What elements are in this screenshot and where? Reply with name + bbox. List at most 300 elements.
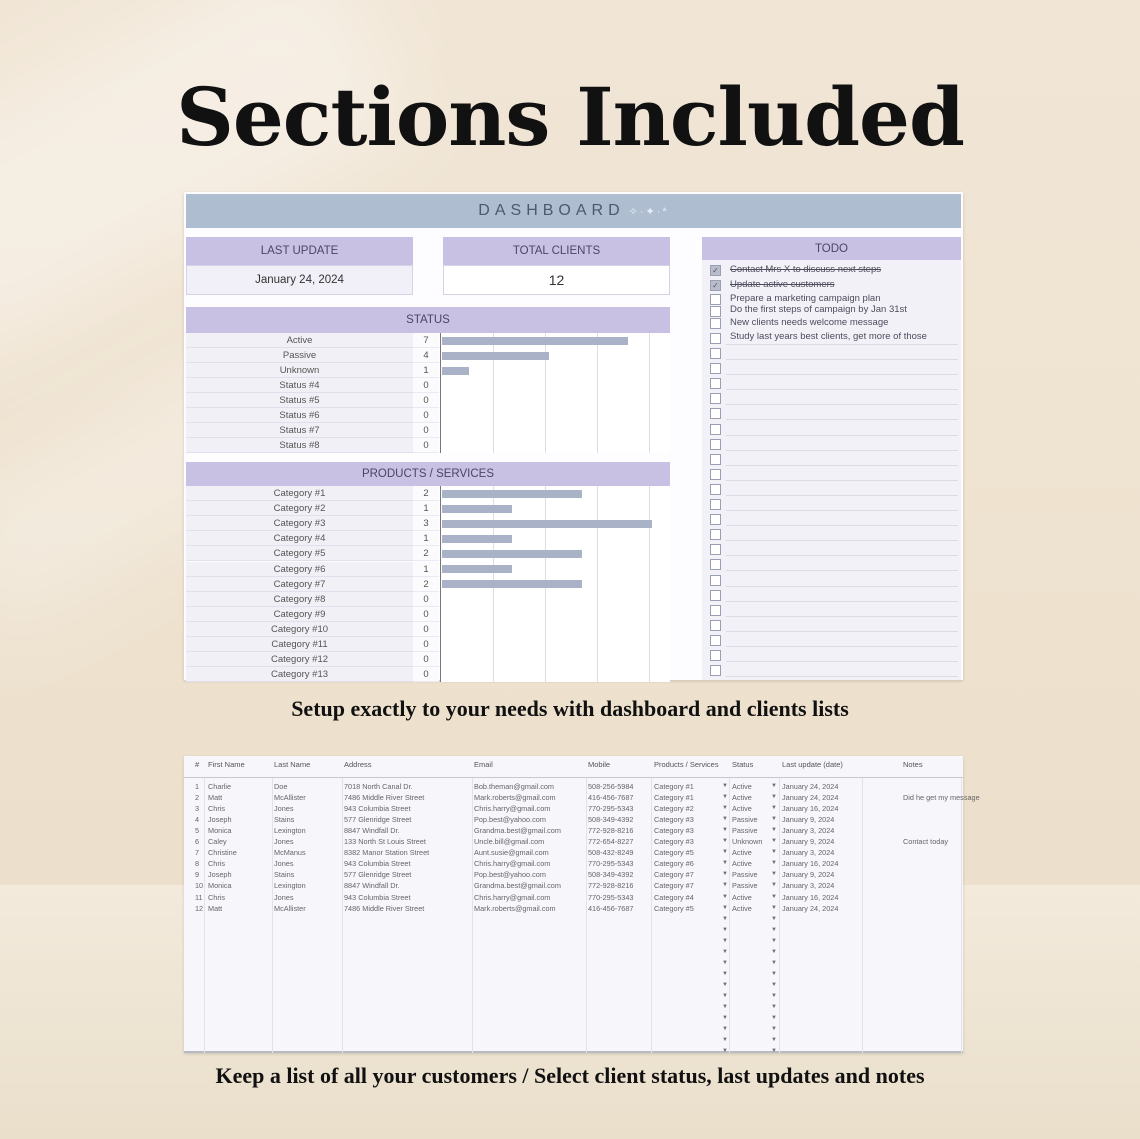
- todo-text: Do the first steps of campaign by Jan 31st: [730, 304, 907, 315]
- todo-item[interactable]: [702, 316, 961, 331]
- product-count: 0: [413, 622, 439, 637]
- column-divider: [342, 778, 343, 1053]
- product-row: [186, 486, 440, 501]
- dropdown-arrow-icon[interactable]: ▼: [722, 1004, 728, 1010]
- todo-text: Study last years best clients, get more of those: [730, 331, 927, 342]
- status-header: STATUS: [186, 307, 670, 333]
- dropdown-arrow-icon[interactable]: ▼: [771, 882, 777, 889]
- product-count: 2: [413, 577, 439, 592]
- table-cell[interactable]: January 24, 2024: [782, 782, 839, 791]
- table-cell[interactable]: January 16, 2024: [782, 804, 839, 814]
- product-row: [186, 531, 440, 546]
- table-cell: Chris.harry@gmail.com: [474, 804, 551, 814]
- table-cell: McAllister: [274, 903, 306, 913]
- table-cell: Uncle.bill@gmail.com: [474, 837, 545, 847]
- column-divider: [204, 778, 205, 1053]
- column-header[interactable]: First Name: [208, 760, 245, 769]
- table-cell: Jones: [274, 804, 294, 814]
- table-cell[interactable]: Category #4: [654, 892, 694, 902]
- dropdown-arrow-icon[interactable]: ▼: [722, 871, 728, 878]
- product-count: 2: [413, 486, 439, 501]
- todo-rule: [726, 465, 958, 466]
- checkbox[interactable]: [710, 635, 721, 646]
- todo-rule: [726, 480, 958, 481]
- status-name: Status #6: [186, 408, 413, 423]
- product-row: [186, 607, 440, 622]
- checkbox[interactable]: [710, 605, 721, 616]
- table-cell[interactable]: Category #5: [654, 903, 694, 913]
- table-cell[interactable]: Active: [732, 848, 752, 858]
- table-cell[interactable]: Category #5: [654, 848, 694, 858]
- status-name: Status #7: [186, 423, 413, 438]
- table-cell[interactable]: Active: [732, 892, 752, 902]
- table-cell: 9: [195, 870, 200, 880]
- checkbox[interactable]: [710, 620, 721, 631]
- status-count: 7: [413, 333, 439, 348]
- column-divider: [586, 778, 587, 1053]
- table-cell: 7: [195, 848, 200, 858]
- products-table: [186, 486, 670, 682]
- dropdown-arrow-icon[interactable]: ▼: [771, 904, 777, 911]
- gridline: [597, 333, 598, 453]
- table-cell: 8: [195, 859, 200, 869]
- todo-rule: [726, 631, 958, 632]
- table-cell[interactable]: Contact today: [903, 837, 949, 847]
- table-cell: Stains: [274, 815, 295, 825]
- table-cell[interactable]: Category #1: [654, 793, 694, 803]
- table-cell: Joseph: [208, 815, 232, 825]
- table-cell: Lexington: [274, 881, 306, 891]
- product-count: 0: [413, 667, 439, 682]
- todo-item[interactable]: [702, 278, 961, 293]
- table-cell: 1: [195, 782, 200, 791]
- column-header[interactable]: Products / Services: [654, 760, 719, 769]
- dropdown-arrow-icon[interactable]: ▼: [722, 816, 728, 823]
- dropdown-arrow-icon[interactable]: ▼: [771, 948, 777, 955]
- dropdown-arrow-icon[interactable]: ▼: [722, 926, 728, 933]
- table-cell[interactable]: Active: [732, 793, 752, 803]
- table-cell[interactable]: Category #3: [654, 837, 694, 847]
- todo-rule: [726, 510, 958, 511]
- status-row: [186, 348, 440, 363]
- checkbox[interactable]: ✓: [710, 280, 721, 291]
- todo-text: Prepare a marketing campaign plan: [730, 293, 881, 304]
- total-clients-value: 12: [443, 265, 670, 295]
- table-cell: 10: [195, 881, 204, 891]
- column-header[interactable]: #: [195, 760, 200, 769]
- product-count: 0: [413, 652, 439, 667]
- checkbox[interactable]: ✓: [710, 265, 721, 276]
- table-cell[interactable]: January 3, 2024: [782, 826, 835, 836]
- table-cell: 508-432-8249: [588, 848, 634, 858]
- dropdown-arrow-icon[interactable]: ▼: [722, 805, 728, 812]
- product-bar: [442, 520, 652, 528]
- status-bar: [442, 352, 549, 360]
- product-bar: [442, 490, 582, 498]
- dropdown-arrow-icon[interactable]: ▼: [722, 849, 728, 856]
- status-row: [186, 333, 440, 348]
- table-cell[interactable]: January 3, 2024: [782, 881, 835, 891]
- table-cell: 6: [195, 837, 200, 847]
- todo-rule: [726, 646, 958, 647]
- product-count: 3: [413, 516, 439, 531]
- column-divider: [472, 778, 473, 1053]
- product-name: Category #9: [186, 607, 413, 622]
- table-cell: Chris.harry@gmail.com: [474, 892, 551, 902]
- todo-rule: [726, 419, 958, 420]
- table-cell: 2: [195, 793, 200, 803]
- dashboard-banner: [186, 194, 961, 228]
- table-cell[interactable]: Passive: [732, 826, 758, 836]
- product-row: [186, 516, 440, 531]
- clients-table: [184, 756, 980, 1055]
- dropdown-arrow-icon[interactable]: ▼: [722, 783, 728, 789]
- checkbox[interactable]: [710, 559, 721, 570]
- dropdown-arrow-icon[interactable]: ▼: [722, 1026, 728, 1033]
- status-name: Status #4: [186, 378, 413, 393]
- product-row: [186, 577, 440, 592]
- status-bar: [442, 367, 469, 375]
- table-cell[interactable]: Active: [732, 782, 752, 791]
- dropdown-arrow-icon[interactable]: ▼: [722, 838, 728, 845]
- dropdown-arrow-icon[interactable]: ▼: [771, 937, 777, 944]
- column-divider: [961, 778, 962, 1053]
- checkbox[interactable]: [710, 469, 721, 480]
- dashboard-title: DASHBOARD: [478, 202, 625, 219]
- dashboard-caption: Setup exactly to your needs with dashboard and clients lists: [291, 696, 849, 721]
- todo-rule: [726, 601, 958, 602]
- checkbox[interactable]: [710, 378, 721, 389]
- product-count: 1: [413, 562, 439, 577]
- column-header[interactable]: Last Name: [274, 760, 311, 769]
- table-cell: McManus: [274, 848, 306, 858]
- status-bar-chart: [440, 333, 670, 453]
- table-cell[interactable]: Category #2: [654, 804, 694, 814]
- column-divider: [272, 778, 273, 1053]
- status-name: Unknown: [186, 363, 413, 378]
- status-name: Status #5: [186, 393, 413, 408]
- dropdown-arrow-icon[interactable]: ▼: [771, 959, 777, 966]
- dropdown-arrow-icon[interactable]: ▼: [771, 860, 777, 867]
- dropdown-arrow-icon[interactable]: ▼: [771, 816, 777, 823]
- dropdown-arrow-icon[interactable]: ▼: [722, 794, 728, 801]
- table-cell: 7486 Middle River Street: [344, 903, 425, 913]
- product-count: 1: [413, 531, 439, 546]
- product-count: 2: [413, 546, 439, 561]
- product-bar: [442, 565, 512, 573]
- table-cell[interactable]: Category #3: [654, 826, 694, 836]
- table-cell[interactable]: Category #7: [654, 870, 694, 880]
- checkbox[interactable]: [710, 544, 721, 555]
- table-cell: 416-456-7687: [588, 793, 634, 803]
- status-table: [186, 333, 670, 453]
- table-cell: Jones: [274, 837, 294, 847]
- gridline: [649, 486, 650, 682]
- table-cell: Pop.best@yahoo.com: [474, 870, 546, 880]
- dropdown-arrow-icon[interactable]: ▼: [722, 970, 728, 977]
- dropdown-arrow-icon[interactable]: ▼: [722, 981, 728, 988]
- column-header[interactable]: Notes: [903, 760, 923, 769]
- todo-rule: [726, 450, 958, 451]
- product-name: Category #5: [186, 546, 413, 561]
- dropdown-arrow-icon[interactable]: ▼: [722, 948, 728, 955]
- status-count: 0: [413, 408, 439, 423]
- table-cell[interactable]: Unknown: [732, 837, 763, 847]
- dashboard-screenshot: [184, 192, 963, 680]
- table-cell: 8847 Windfall Dr.: [344, 826, 400, 836]
- header-divider: [184, 777, 963, 778]
- table-cell: 7018 North Canal Dr.: [344, 782, 413, 791]
- checkbox[interactable]: [710, 318, 721, 329]
- dropdown-arrow-icon[interactable]: ▼: [722, 915, 728, 922]
- table-cell[interactable]: Category #1: [654, 782, 694, 791]
- table-cell[interactable]: Active: [732, 859, 752, 869]
- table-cell: 943 Columbia Street: [344, 804, 411, 814]
- table-cell: Grandma.best@gmail.com: [474, 881, 561, 891]
- status-row: [186, 408, 440, 423]
- dropdown-arrow-icon[interactable]: ▼: [771, 926, 777, 933]
- products-header: PRODUCTS / SERVICES: [186, 462, 670, 486]
- column-header[interactable]: Last update (date): [782, 760, 843, 769]
- dropdown-arrow-icon[interactable]: ▼: [722, 992, 728, 999]
- dropdown-arrow-icon[interactable]: ▼: [722, 1048, 728, 1055]
- table-cell: Jones: [274, 892, 294, 902]
- todo-rule: [726, 435, 958, 436]
- table-cell: McAllister: [274, 793, 306, 803]
- checkbox[interactable]: [710, 363, 721, 374]
- table-cell[interactable]: January 16, 2024: [782, 892, 839, 902]
- dropdown-arrow-icon[interactable]: ▼: [771, 871, 777, 878]
- table-cell: Chris: [208, 892, 226, 902]
- todo-rule: [726, 540, 958, 541]
- table-cell: 8382 Manor Station Street: [344, 848, 430, 858]
- todo-text: Update active customers: [730, 279, 835, 290]
- column-divider: [729, 778, 730, 1053]
- product-row: [186, 652, 440, 667]
- table-cell: Caley: [208, 837, 227, 847]
- checkbox[interactable]: [710, 499, 721, 510]
- checkbox[interactable]: [710, 393, 721, 404]
- dropdown-arrow-icon[interactable]: ▼: [722, 827, 728, 834]
- table-cell: 770-295-5343: [588, 892, 634, 902]
- table-cell[interactable]: Did he get my message: [903, 793, 980, 803]
- table-cell: Monica: [208, 881, 232, 891]
- table-cell: 772-928-8216: [588, 826, 634, 836]
- product-count: 0: [413, 592, 439, 607]
- table-cell[interactable]: January 3, 2024: [782, 848, 835, 858]
- product-bar: [442, 550, 582, 558]
- table-cell[interactable]: January 9, 2024: [782, 837, 835, 847]
- product-name: Category #4: [186, 531, 413, 546]
- status-row: [186, 393, 440, 408]
- table-cell[interactable]: January 9, 2024: [782, 870, 835, 880]
- product-name: Category #13: [186, 667, 413, 682]
- last-update-value[interactable]: January 24, 2024: [186, 265, 413, 295]
- table-cell: 508-349-4392: [588, 815, 634, 825]
- table-cell: Chris: [208, 859, 226, 869]
- product-name: Category #3: [186, 516, 413, 531]
- sparkle-icon: ✧·✦·*: [628, 205, 669, 218]
- dropdown-arrow-icon[interactable]: ▼: [771, 970, 777, 977]
- table-cell[interactable]: Passive: [732, 881, 758, 891]
- product-bar: [442, 580, 582, 588]
- column-header[interactable]: Mobile: [588, 760, 611, 769]
- todo-item[interactable]: [702, 263, 961, 278]
- table-cell[interactable]: Category #7: [654, 881, 694, 891]
- table-cell: Mark.roberts@gmail.com: [474, 793, 556, 803]
- last-update-header: LAST UPDATE: [186, 237, 413, 265]
- checkbox[interactable]: [710, 454, 721, 465]
- page-headline: Sections Included: [176, 70, 964, 164]
- table-cell[interactable]: Passive: [732, 870, 758, 880]
- product-row: [186, 592, 440, 607]
- dropdown-arrow-icon[interactable]: ▼: [771, 981, 777, 988]
- status-count: 1: [413, 363, 439, 378]
- table-cell[interactable]: Category #3: [654, 815, 694, 825]
- todo-rule: [726, 570, 958, 571]
- dropdown-arrow-icon[interactable]: ▼: [771, 915, 777, 922]
- dropdown-arrow-icon[interactable]: ▼: [771, 827, 777, 834]
- dropdown-arrow-icon[interactable]: ▼: [771, 849, 777, 856]
- status-name: Passive: [186, 348, 413, 363]
- dropdown-arrow-icon[interactable]: ▼: [771, 805, 777, 812]
- dropdown-arrow-icon[interactable]: ▼: [722, 937, 728, 944]
- table-cell: Charlie: [208, 782, 232, 791]
- todo-text: Contact Mrs X to discuss next steps: [730, 264, 882, 275]
- column-header[interactable]: Email: [474, 760, 493, 769]
- table-cell: Monica: [208, 826, 232, 836]
- checkbox[interactable]: [710, 665, 721, 676]
- status-row: [186, 363, 440, 378]
- status-row: [186, 438, 440, 453]
- checkbox[interactable]: [710, 424, 721, 435]
- todo-rule: [726, 404, 958, 405]
- checkbox[interactable]: [710, 408, 721, 419]
- table-cell: 943 Columbia Street: [344, 892, 411, 902]
- product-row: [186, 667, 440, 682]
- checkbox[interactable]: [710, 590, 721, 601]
- product-name: Category #7: [186, 577, 413, 592]
- table-cell: Stains: [274, 870, 295, 880]
- dropdown-arrow-icon[interactable]: ▼: [722, 1015, 728, 1022]
- todo-rule: [726, 359, 958, 360]
- table-cell: 3: [195, 804, 200, 814]
- dropdown-arrow-icon[interactable]: ▼: [771, 794, 777, 801]
- dropdown-arrow-icon[interactable]: ▼: [771, 1037, 777, 1044]
- table-cell: 577 Glenridge Street: [344, 815, 412, 825]
- table-cell: 508-256-5984: [588, 782, 634, 791]
- dropdown-arrow-icon[interactable]: ▼: [722, 904, 728, 911]
- table-cell: 772-654-8227: [588, 837, 634, 847]
- table-cell: 133 North St Louis Street: [344, 837, 426, 847]
- dropdown-arrow-icon[interactable]: ▼: [771, 1026, 777, 1033]
- checkbox[interactable]: [710, 333, 721, 344]
- table-bottom-border: [184, 1051, 963, 1053]
- product-row: [186, 546, 440, 561]
- checkbox[interactable]: [710, 348, 721, 359]
- column-header[interactable]: Status: [732, 760, 754, 769]
- column-divider: [862, 778, 863, 1053]
- dropdown-arrow-icon[interactable]: ▼: [771, 893, 777, 900]
- column-header[interactable]: Address: [344, 760, 372, 769]
- dropdown-arrow-icon[interactable]: ▼: [771, 992, 777, 999]
- table-cell: 772-928-8216: [588, 881, 634, 891]
- checkbox[interactable]: [710, 439, 721, 450]
- status-bar: [442, 337, 628, 345]
- checkbox[interactable]: [710, 650, 721, 661]
- status-count: 0: [413, 423, 439, 438]
- table-cell[interactable]: January 24, 2024: [782, 903, 839, 913]
- table-cell: 7486 Middle River Street: [344, 793, 425, 803]
- todo-list: [702, 260, 961, 680]
- table-cell: Grandma.best@gmail.com: [474, 826, 561, 836]
- todo-header: TODO: [702, 237, 961, 260]
- status-name: Status #8: [186, 438, 413, 453]
- product-row: [186, 562, 440, 577]
- todo-rule: [726, 495, 958, 496]
- dropdown-arrow-icon[interactable]: ▼: [722, 1037, 728, 1044]
- status-count: 0: [413, 393, 439, 408]
- status-count: 0: [413, 438, 439, 453]
- checkbox[interactable]: [710, 529, 721, 540]
- checkbox[interactable]: [710, 484, 721, 495]
- product-bar: [442, 505, 512, 513]
- product-row: [186, 637, 440, 652]
- todo-rule: [726, 389, 958, 390]
- table-cell: Chris.harry@gmail.com: [474, 859, 551, 869]
- dropdown-arrow-icon[interactable]: ▼: [771, 1004, 777, 1010]
- checkbox[interactable]: [710, 575, 721, 586]
- dropdown-arrow-icon[interactable]: ▼: [722, 882, 728, 889]
- dropdown-arrow-icon[interactable]: ▼: [771, 838, 777, 845]
- todo-rule: [726, 555, 958, 556]
- product-count: 0: [413, 637, 439, 652]
- table-cell: 416-456-7687: [588, 903, 634, 913]
- product-count: 0: [413, 607, 439, 622]
- checkbox[interactable]: [710, 514, 721, 525]
- table-cell[interactable]: Active: [732, 804, 752, 814]
- table-cell[interactable]: Active: [732, 903, 752, 913]
- dropdown-arrow-icon[interactable]: ▼: [771, 1015, 777, 1022]
- table-cell[interactable]: January 9, 2024: [782, 815, 835, 825]
- column-divider: [779, 778, 780, 1053]
- table-cell: Aunt.susie@gmail.com: [474, 848, 549, 858]
- product-bar-chart: [440, 486, 670, 682]
- table-cell: 770-295-5343: [588, 859, 634, 869]
- clients-caption: Keep a list of all your customers / Select client status, last updates and notes: [215, 1063, 925, 1088]
- dropdown-arrow-icon[interactable]: ▼: [771, 1048, 777, 1055]
- table-cell: Mark.roberts@gmail.com: [474, 903, 556, 913]
- table-cell: Joseph: [208, 870, 232, 880]
- table-cell[interactable]: January 16, 2024: [782, 859, 839, 869]
- dropdown-arrow-icon[interactable]: ▼: [722, 893, 728, 900]
- table-cell[interactable]: Category #6: [654, 859, 694, 869]
- table-cell: Matt: [208, 793, 223, 803]
- table-cell: 11: [195, 892, 203, 902]
- todo-rule: [726, 676, 958, 677]
- dropdown-arrow-icon[interactable]: ▼: [722, 860, 728, 867]
- todo-rule: [726, 344, 958, 345]
- table-cell: 943 Columbia Street: [344, 859, 411, 869]
- table-cell[interactable]: January 24, 2024: [782, 793, 839, 803]
- todo-rule: [726, 525, 958, 526]
- dropdown-arrow-icon[interactable]: ▼: [771, 783, 777, 789]
- status-row: [186, 423, 440, 438]
- table-cell: Matt: [208, 903, 223, 913]
- table-cell[interactable]: Passive: [732, 815, 758, 825]
- dropdown-arrow-icon[interactable]: ▼: [722, 959, 728, 966]
- table-cell: Lexington: [274, 826, 306, 836]
